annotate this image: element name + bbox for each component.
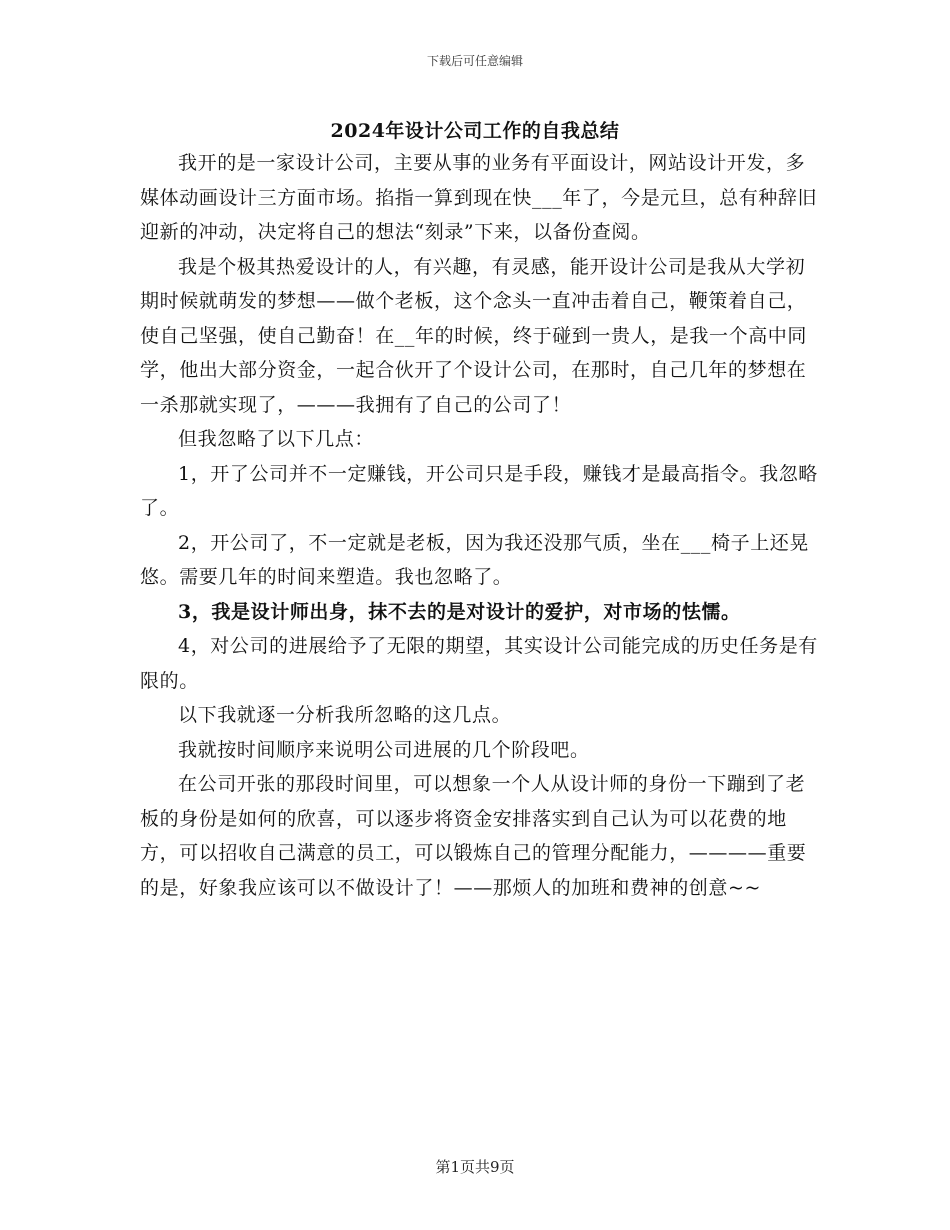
- paragraph: 我就按时间顺序来说明公司进展的几个阶段吧。: [178, 738, 590, 761]
- paragraph: 但我忽略了以下几点：: [178, 428, 375, 450]
- page-number: 第1页共9页: [435, 1158, 515, 1176]
- paragraph-bold: 3，我是设计师出身，抹不去的是对设计的爱护，对市场的怯懦。: [178, 600, 741, 623]
- paragraph: 以下我就逐一分析我所忽略的这几点。: [178, 704, 512, 726]
- header-note: 下载后可任意编辑: [426, 54, 523, 68]
- document-title: 2024年设计公司工作的自我总结: [330, 120, 620, 142]
- paragraph: 我是个极其热爱设计的人，有兴趣，有灵感，能开设计公司是我从大学初期时候就萌发的梦想——做个老板，这个念头一直冲击着自己，鞭策着自己，使自己坚强，使自己勤奋！在__年的时候，终于碰到一贵人，是我一个高中同学，他出大部分资金，一起合伙开了个设计公司，在那时，自己几年的梦想在一杀那就实现了，———我拥有了自己的公司了！: [140, 255, 808, 416]
- paragraph: 4，对公司的进展给予了无限的期望，其实设计公司能完成的历史任务是有限的。: [140, 635, 818, 692]
- paragraph: 我开的是一家设计公司，主要从事的业务有平面设计，网站设计开发，多媒体动画设计三方面市场。掐指一算到现在快___年了，今是元旦，总有种辞旧迎新的冲动，决定将自己的想法“刻录”下来，以备份查阅。: [140, 152, 818, 243]
- paragraph: 1，开了公司并不一定赚钱，开公司只是手段，赚钱才是最高指令。我忽略了。: [140, 462, 818, 519]
- paragraph: 2，开公司了，不一定就是老板，因为我还没那气质，坐在___椅子上还晃悠。需要几年的时间来塑造。我也忽略了。: [140, 531, 809, 588]
- paragraph: 在公司开张的那段时间里，可以想象一个人从设计师的身份一下蹦到了老板的身份是如何的欣喜，可以逐步将资金安排落实到自己认为可以花费的地方，可以招收自己满意的员工，可以锻炼自己的管理分配能力，————重要的是，好象我应该可以不做设计了！——那烦人的加班和费神的创意~~: [140, 773, 807, 899]
- document-body: [140, 146, 820, 905]
